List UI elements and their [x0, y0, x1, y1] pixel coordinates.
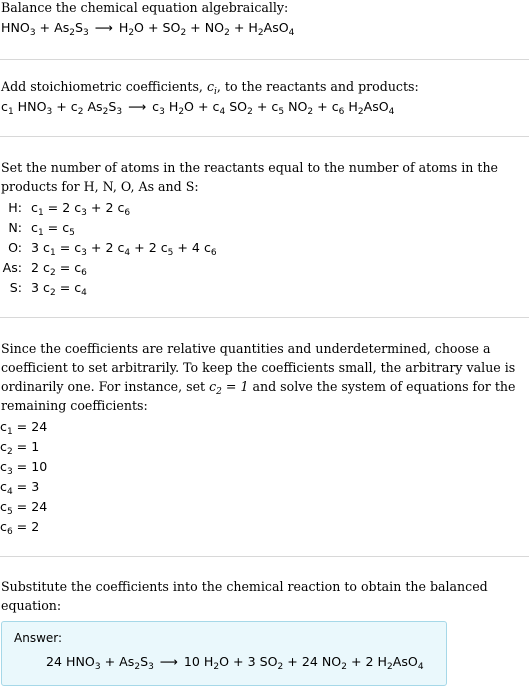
- step1-intro: Balance the chemical equation algebraically:: [1, 0, 289, 15]
- atom-equation: $c_1 = c_5$: [31, 220, 75, 238]
- solution-row: $c_1 = 24$: [0, 419, 48, 437]
- reaction-arrow-icon: ⟶: [159, 654, 178, 669]
- answer-label: Answer:: [14, 631, 63, 645]
- atom-equation: 3 $c_2 = c_4$: [31, 280, 87, 298]
- step5-line1: Substitute the coefficients into the chemical reaction to obtain the balanced: [1, 579, 488, 594]
- reaction-arrow-icon: ⟶: [128, 99, 147, 114]
- step2-intro: Add stoichiometric coefficients, $c_i$, to the reactants and products:: [1, 79, 419, 97]
- step4-line1: Since the coefficients are relative quantities and underdetermined, choose a: [1, 341, 491, 356]
- atom-label: As:: [2, 260, 22, 275]
- divider: [0, 556, 529, 557]
- step4-line3: ordinarily one. For instance, set $c_2 = 1$ and solve the system of equations for the: [1, 379, 516, 397]
- chosen-coefficient: $c_2 = 1$: [209, 379, 249, 397]
- step4-line4: remaining coefficients:: [1, 398, 148, 413]
- answer-box: [1, 621, 447, 686]
- solution-row: $c_2 = 1$: [0, 439, 40, 457]
- atom-label: H:: [8, 200, 22, 215]
- atom-label: N:: [8, 220, 22, 235]
- divider: [0, 59, 529, 60]
- solution-row: $c_3 = 10$: [0, 459, 48, 477]
- divider: [0, 317, 529, 318]
- atom-label: S:: [9, 280, 22, 295]
- coefficient-symbol: $c_i$: [206, 79, 217, 97]
- step4-line2: coefficient to set arbitrarily. To keep the coefficients small, the arbitrary value is: [1, 360, 516, 375]
- divider: [0, 136, 529, 137]
- solution-row: $c_4 = 3$: [0, 479, 40, 497]
- solution-row: $c_5 = 24$: [0, 499, 48, 517]
- coefficient-equation: $c_1$ $HNO_3 + c_2$ $As_2S_3$ ⟶ $c_3$ $H_2O + c_4$ $SO_2 + c_5$ $NO_2 + c_6$ $H_2AsO_4$: [1, 99, 395, 117]
- reaction-arrow-icon: ⟶: [94, 20, 113, 35]
- atom-equation: 3 $c_1 = c_3 + 2$ $c_4 + 2$ $c_5 + 4$ $c_6$: [31, 240, 217, 258]
- atom-label: O:: [8, 240, 22, 255]
- unbalanced-equation: $HNO_3 + As_2S_3$ ⟶ $H_2O + SO_2 + NO_2 + H_2AsO_4$: [1, 20, 295, 38]
- step3-intro-line2: products for H, N, O, As and S:: [1, 179, 199, 194]
- balanced-equation: 24 $HNO_3 + As_2S_3$ ⟶ 10 $H_2O + 3$ $SO_2 + 24$ $NO_2 + 2$ $H_2AsO_4$: [46, 654, 424, 672]
- step5-line2: equation:: [1, 598, 62, 613]
- step3-intro-line1: Set the number of atoms in the reactants equal to the number of atoms in the: [1, 160, 499, 175]
- atom-equation: 2 $c_2 = c_6$: [31, 260, 87, 278]
- solution-row: $c_6 = 2$: [0, 519, 40, 537]
- atom-equation: $c_1 = 2$ $c_3 + 2$ $c_6$: [31, 200, 131, 218]
